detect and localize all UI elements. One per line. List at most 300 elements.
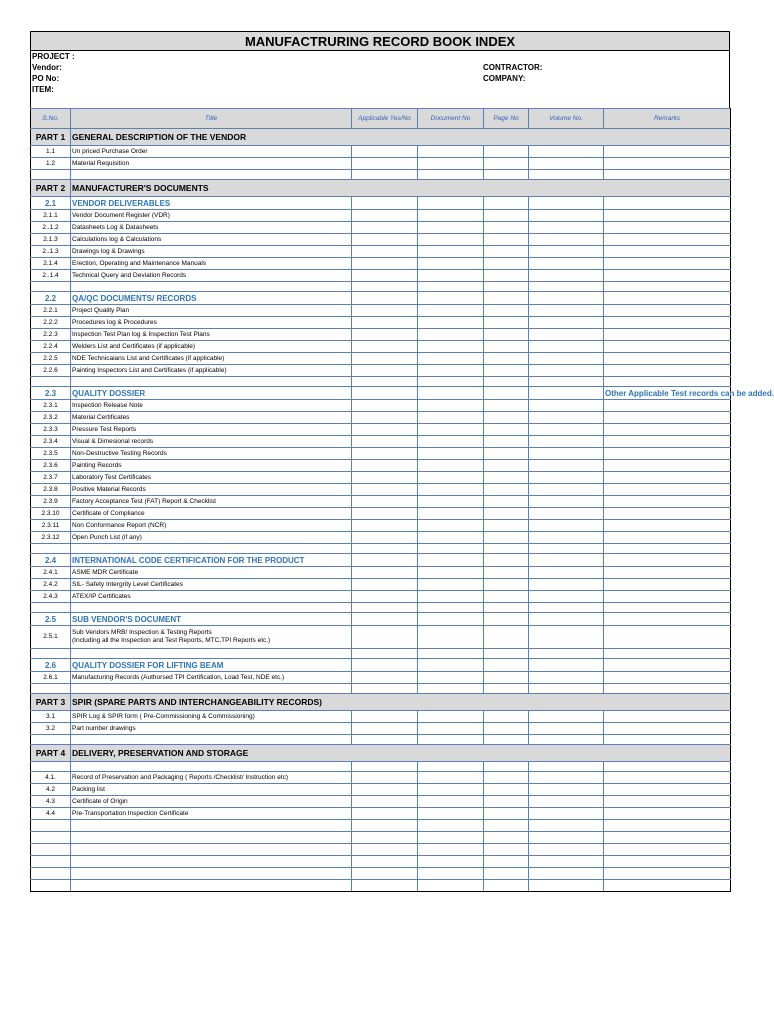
document-no-cell[interactable]: [418, 808, 484, 820]
volume-no-cell[interactable]: [529, 246, 604, 258]
volume-no-cell[interactable]: [529, 436, 604, 448]
section-row: [31, 387, 731, 400]
row-title: Erection, Operating and Maintenance Manuals: [71, 258, 352, 270]
applicable-cell[interactable]: [352, 448, 418, 460]
volume-no-cell[interactable]: [529, 234, 604, 246]
page-no-cell[interactable]: [484, 270, 529, 282]
applicable-cell[interactable]: [352, 436, 418, 448]
document-no-cell[interactable]: [418, 305, 484, 317]
row-sno: 3.1: [31, 711, 71, 723]
applicable-cell[interactable]: [352, 784, 418, 796]
document-no-cell[interactable]: [418, 626, 484, 649]
row-sno: 2.5.1: [31, 626, 71, 649]
table-header-row: [31, 109, 731, 129]
remarks-cell[interactable]: [604, 496, 731, 508]
page-no-cell[interactable]: [484, 520, 529, 532]
row-title: Packing list: [71, 784, 352, 796]
header-page-no: Page No: [484, 109, 529, 129]
remarks-cell[interactable]: [604, 258, 731, 270]
applicable-cell[interactable]: [352, 365, 418, 377]
empty-row: [31, 856, 731, 868]
applicable-cell[interactable]: [352, 772, 418, 784]
row-title: Datasheets Log & Datasheets: [71, 222, 352, 234]
blank-row: [31, 762, 731, 772]
table-row: [31, 222, 731, 234]
table-row: [31, 472, 731, 484]
remarks-cell[interactable]: [604, 808, 731, 820]
remarks-cell[interactable]: [604, 222, 731, 234]
document-no-cell[interactable]: [418, 784, 484, 796]
table-row: [31, 305, 731, 317]
remarks-cell[interactable]: [604, 796, 731, 808]
remarks-cell[interactable]: [604, 460, 731, 472]
volume-no-cell[interactable]: [529, 472, 604, 484]
document-no-cell[interactable]: [418, 591, 484, 603]
applicable-cell[interactable]: [352, 353, 418, 365]
table-row: [31, 246, 731, 258]
row-title: Manufacturing Records (Authorsed TPI Certification, Load Test, NDE etc.): [71, 672, 352, 684]
remarks-cell[interactable]: [604, 146, 731, 158]
applicable-cell[interactable]: [352, 532, 418, 544]
page-no-cell[interactable]: [484, 158, 529, 170]
section-sno: 2.5: [31, 613, 71, 626]
page-no-cell[interactable]: [484, 412, 529, 424]
remarks-cell[interactable]: [604, 484, 731, 496]
row-title: Non Conformance Report (NCR): [71, 520, 352, 532]
page-no-cell[interactable]: [484, 246, 529, 258]
page-no-cell[interactable]: [484, 146, 529, 158]
row-title: Un priced Purchase Order: [71, 146, 352, 158]
row-sno: 2.3.1: [31, 400, 71, 412]
row-sno: 2..1.3: [31, 246, 71, 258]
document-no-cell[interactable]: [418, 772, 484, 784]
remarks-cell[interactable]: [604, 305, 731, 317]
remarks-cell[interactable]: [604, 234, 731, 246]
page-no-cell[interactable]: [484, 436, 529, 448]
document-title: MANUFACTRURING RECORD BOOK INDEX: [30, 31, 730, 51]
row-title: Pre-Transportation Inspection Certificate: [71, 808, 352, 820]
volume-no-cell[interactable]: [529, 520, 604, 532]
document-no-cell[interactable]: [418, 723, 484, 735]
document-no-cell[interactable]: [418, 484, 484, 496]
part-title: MANUFACTURER'S DOCUMENTS: [71, 180, 731, 197]
record-book-sheet: [30, 31, 774, 892]
remarks-cell[interactable]: [604, 672, 731, 684]
info-block: [30, 51, 730, 108]
page-no-cell[interactable]: [484, 723, 529, 735]
volume-no-cell[interactable]: [529, 341, 604, 353]
section-sno: 2.6: [31, 659, 71, 672]
remarks-cell[interactable]: [604, 784, 731, 796]
document-no-cell[interactable]: [418, 270, 484, 282]
table-row: [31, 796, 731, 808]
volume-no-cell[interactable]: [529, 723, 604, 735]
document-no-cell[interactable]: [418, 532, 484, 544]
document-no-cell[interactable]: [418, 317, 484, 329]
remarks-cell[interactable]: [604, 436, 731, 448]
table-row: [31, 424, 731, 436]
blank-row: [31, 170, 731, 180]
document-no-cell[interactable]: [418, 246, 484, 258]
header-remarks: Remarks: [604, 109, 731, 129]
volume-no-cell[interactable]: [529, 158, 604, 170]
applicable-cell[interactable]: [352, 210, 418, 222]
document-no-cell[interactable]: [418, 258, 484, 270]
row-sno: 2.1.4: [31, 258, 71, 270]
volume-no-cell[interactable]: [529, 365, 604, 377]
page-no-cell[interactable]: [484, 341, 529, 353]
page-no-cell[interactable]: [484, 796, 529, 808]
remarks-cell[interactable]: [604, 520, 731, 532]
table-row: [31, 258, 731, 270]
applicable-cell[interactable]: [352, 626, 418, 649]
remarks-cell[interactable]: [604, 246, 731, 258]
row-sno: 2.1.1: [31, 210, 71, 222]
row-sno: 2.3.12: [31, 532, 71, 544]
applicable-cell[interactable]: [352, 460, 418, 472]
volume-no-cell[interactable]: [529, 258, 604, 270]
blank-row: [31, 544, 731, 554]
row-sno: 4.1.: [31, 772, 71, 784]
table-row: [31, 723, 731, 735]
section-sno: 2.1: [31, 197, 71, 210]
page-no-cell[interactable]: [484, 626, 529, 649]
table-row: [31, 353, 731, 365]
row-sno: 2.3.7: [31, 472, 71, 484]
applicable-cell[interactable]: [352, 270, 418, 282]
row-title: NDE Technicaians List and Certificates (if applicable): [71, 353, 352, 365]
volume-no-cell[interactable]: [529, 317, 604, 329]
document-no-cell[interactable]: [418, 400, 484, 412]
remarks-cell[interactable]: [604, 270, 731, 282]
applicable-cell[interactable]: [352, 723, 418, 735]
remarks-cell[interactable]: [604, 472, 731, 484]
applicable-cell[interactable]: [352, 508, 418, 520]
row-sno: 4.3: [31, 796, 71, 808]
row-sno: 4.2: [31, 784, 71, 796]
section-title: INTERNATIONAL CODE CERTIFICATION FOR THE PRODUCT: [71, 554, 352, 567]
section-title: QUALITY DOSSIER: [71, 387, 352, 400]
page-no-cell[interactable]: [484, 579, 529, 591]
row-sno: 2.3.6: [31, 460, 71, 472]
part-label: PART 1: [31, 129, 71, 146]
row-sno: 2.4.3: [31, 591, 71, 603]
volume-no-cell[interactable]: [529, 305, 604, 317]
document-no-cell[interactable]: [418, 496, 484, 508]
volume-no-cell[interactable]: [529, 460, 604, 472]
volume-no-cell[interactable]: [529, 448, 604, 460]
applicable-cell[interactable]: [352, 472, 418, 484]
row-title: Painting Inspectors List and Certificates (if applicable): [71, 365, 352, 377]
page-no-cell[interactable]: [484, 460, 529, 472]
applicable-cell[interactable]: [352, 424, 418, 436]
applicable-cell[interactable]: [352, 520, 418, 532]
page-no-cell[interactable]: [484, 222, 529, 234]
applicable-cell[interactable]: [352, 305, 418, 317]
header-sno: S.No.: [31, 109, 71, 129]
header-applicable: Applicable Yes/No: [352, 109, 418, 129]
page-no-cell[interactable]: [484, 472, 529, 484]
row-title: Open Punch List (if any): [71, 532, 352, 544]
applicable-cell[interactable]: [352, 808, 418, 820]
row-title: SPIR Log & SPIR form ( Pre-Commissioning & Commissioning): [71, 711, 352, 723]
item-label: ITEM:: [32, 85, 54, 94]
remark-note: Other Applicable Test records can be added.: [605, 388, 774, 398]
page-no-cell[interactable]: [484, 591, 529, 603]
page-no-cell[interactable]: [484, 772, 529, 784]
header-title: Title: [71, 109, 352, 129]
empty-row: [31, 820, 731, 832]
applicable-cell[interactable]: [352, 146, 418, 158]
applicable-cell[interactable]: [352, 412, 418, 424]
applicable-cell[interactable]: [352, 234, 418, 246]
document-no-cell[interactable]: [418, 520, 484, 532]
remarks-cell[interactable]: [604, 365, 731, 377]
blank-row: [31, 377, 731, 387]
page-no-cell[interactable]: [484, 711, 529, 723]
page-no-cell[interactable]: [484, 317, 529, 329]
remarks-cell[interactable]: [604, 772, 731, 784]
row-title: Drawings log & Drawings: [71, 246, 352, 258]
page-no-cell[interactable]: [484, 400, 529, 412]
row-title: Painting Records: [71, 460, 352, 472]
applicable-cell[interactable]: [352, 258, 418, 270]
table-row: [31, 146, 731, 158]
applicable-cell[interactable]: [352, 158, 418, 170]
remarks-cell[interactable]: [604, 448, 731, 460]
row-sno: 2..1.4: [31, 270, 71, 282]
page-no-cell[interactable]: [484, 305, 529, 317]
document-no-cell[interactable]: [418, 353, 484, 365]
section-row: [31, 659, 731, 672]
document-no-cell[interactable]: [418, 672, 484, 684]
document-no-cell[interactable]: [418, 222, 484, 234]
volume-no-cell[interactable]: [529, 532, 604, 544]
table-row: [31, 317, 731, 329]
section-sno: 2.4: [31, 554, 71, 567]
section-row: [31, 554, 731, 567]
volume-no-cell[interactable]: [529, 146, 604, 158]
table-row: [31, 591, 731, 603]
applicable-cell[interactable]: [352, 400, 418, 412]
volume-no-cell[interactable]: [529, 329, 604, 341]
row-sno: 2.3.8: [31, 484, 71, 496]
row-title: Visual & Dimesional records: [71, 436, 352, 448]
page-no-cell[interactable]: [484, 448, 529, 460]
page-no-cell[interactable]: [484, 329, 529, 341]
row-title: Laboratory Test Certificates: [71, 472, 352, 484]
row-title: Factory Acceptance Test (FAT) Report & Checklist: [71, 496, 352, 508]
remarks-cell[interactable]: [604, 711, 731, 723]
company-label: COMPANY:: [483, 74, 526, 83]
document-no-cell[interactable]: [418, 146, 484, 158]
row-title: Welders List and Certificates (if applicable): [71, 341, 352, 353]
page-no-cell[interactable]: [484, 508, 529, 520]
volume-no-cell[interactable]: [529, 808, 604, 820]
row-title: Vendor Document Register (VDR): [71, 210, 352, 222]
remarks-cell[interactable]: [604, 579, 731, 591]
row-sno: 2..1.2: [31, 222, 71, 234]
applicable-cell[interactable]: [352, 246, 418, 258]
row-title: Material Requisition: [71, 158, 352, 170]
document-no-cell[interactable]: [418, 460, 484, 472]
document-no-cell[interactable]: [418, 436, 484, 448]
remarks-cell[interactable]: [604, 567, 731, 579]
volume-no-cell[interactable]: [529, 711, 604, 723]
page-no-cell[interactable]: [484, 234, 529, 246]
vendor-label: Vendor:: [32, 63, 62, 72]
table-row: [31, 400, 731, 412]
page-no-cell[interactable]: [484, 424, 529, 436]
page-no-cell[interactable]: [484, 484, 529, 496]
volume-no-cell[interactable]: [529, 772, 604, 784]
remarks-cell[interactable]: [604, 591, 731, 603]
volume-no-cell[interactable]: [529, 567, 604, 579]
volume-no-cell[interactable]: [529, 591, 604, 603]
contractor-label: CONTRACTOR:: [483, 63, 543, 72]
applicable-cell[interactable]: [352, 496, 418, 508]
volume-no-cell[interactable]: [529, 222, 604, 234]
row-title: SIL- Safety Intergrity Level Certificates: [71, 579, 352, 591]
table-row: [31, 460, 731, 472]
remarks-cell[interactable]: [604, 400, 731, 412]
row-title: Part number drawings: [71, 723, 352, 735]
row-title: Record of Preservation and Packaging ( Reports /Checklist/ Instruction etc): [71, 772, 352, 784]
volume-no-cell[interactable]: [529, 579, 604, 591]
volume-no-cell[interactable]: [529, 672, 604, 684]
document-no-cell[interactable]: [418, 711, 484, 723]
applicable-cell[interactable]: [352, 222, 418, 234]
volume-no-cell[interactable]: [529, 626, 604, 649]
volume-no-cell[interactable]: [529, 400, 604, 412]
document-no-cell[interactable]: [418, 234, 484, 246]
volume-no-cell[interactable]: [529, 796, 604, 808]
row-sno: 2.2.6: [31, 365, 71, 377]
page-no-cell[interactable]: [484, 496, 529, 508]
applicable-cell[interactable]: [352, 579, 418, 591]
document-no-cell[interactable]: [418, 424, 484, 436]
volume-no-cell[interactable]: [529, 784, 604, 796]
empty-row: [31, 832, 731, 844]
table-row: [31, 436, 731, 448]
row-sno: 2.3.2: [31, 412, 71, 424]
page-no-cell[interactable]: [484, 210, 529, 222]
document-no-cell[interactable]: [418, 210, 484, 222]
table-row: [31, 158, 731, 170]
remarks-cell[interactable]: [604, 532, 731, 544]
table-row: [31, 520, 731, 532]
table-row: [31, 412, 731, 424]
row-sno: 2.1.3: [31, 234, 71, 246]
document-no-cell[interactable]: [418, 329, 484, 341]
applicable-cell[interactable]: [352, 711, 418, 723]
volume-no-cell[interactable]: [529, 424, 604, 436]
volume-no-cell[interactable]: [529, 270, 604, 282]
project-label: PROJECT :: [32, 52, 75, 61]
remarks-cell[interactable]: [604, 329, 731, 341]
remarks-cell[interactable]: [604, 723, 731, 735]
remarks-cell[interactable]: [604, 412, 731, 424]
document-no-cell[interactable]: [418, 341, 484, 353]
row-sno: 2.6.1: [31, 672, 71, 684]
row-title: ATEX/IP Certificates: [71, 591, 352, 603]
applicable-cell[interactable]: [352, 591, 418, 603]
part-row: [31, 694, 731, 711]
table-row: [31, 626, 731, 649]
document-no-cell[interactable]: [418, 158, 484, 170]
table-row: [31, 579, 731, 591]
row-title: Project Quality Plan: [71, 305, 352, 317]
applicable-cell[interactable]: [352, 341, 418, 353]
page-no-cell[interactable]: [484, 365, 529, 377]
table-row: [31, 532, 731, 544]
volume-no-cell[interactable]: [529, 353, 604, 365]
remarks-cell[interactable]: [604, 626, 731, 649]
document-no-cell[interactable]: [418, 567, 484, 579]
table-row: [31, 672, 731, 684]
row-title: Calculations log & Calculations: [71, 234, 352, 246]
page-no-cell[interactable]: [484, 532, 529, 544]
page-no-cell[interactable]: [484, 258, 529, 270]
page-no-cell[interactable]: [484, 808, 529, 820]
row-title: Non-Destructive Testing Records: [71, 448, 352, 460]
section-sno: 2.2: [31, 292, 71, 305]
document-no-cell[interactable]: [418, 796, 484, 808]
table-row: [31, 234, 731, 246]
volume-no-cell[interactable]: [529, 508, 604, 520]
remarks-cell[interactable]: [604, 210, 731, 222]
document-no-cell[interactable]: [418, 579, 484, 591]
volume-no-cell[interactable]: [529, 412, 604, 424]
remarks-cell[interactable]: [604, 353, 731, 365]
row-sno: 3.2: [31, 723, 71, 735]
volume-no-cell[interactable]: [529, 484, 604, 496]
table-row: [31, 508, 731, 520]
row-title: Certificate of Origin: [71, 796, 352, 808]
document-no-cell[interactable]: [418, 508, 484, 520]
page-no-cell[interactable]: [484, 672, 529, 684]
applicable-cell[interactable]: [352, 317, 418, 329]
remarks-cell[interactable]: [604, 158, 731, 170]
row-sno: 1.1: [31, 146, 71, 158]
volume-no-cell[interactable]: [529, 210, 604, 222]
section-row: [31, 292, 731, 305]
remarks-cell[interactable]: [604, 341, 731, 353]
applicable-cell[interactable]: [352, 796, 418, 808]
part-title: SPIR (SPARE PARTS AND INTERCHANGEABILITY RECORDS): [71, 694, 731, 711]
remarks-cell[interactable]: [604, 317, 731, 329]
row-title-line1: Sub Vendors MRB/ Inspection & Testing Reports: [72, 629, 212, 636]
header-document-no: Document No: [418, 109, 484, 129]
document-no-cell[interactable]: [418, 472, 484, 484]
remarks-cell[interactable]: [604, 424, 731, 436]
applicable-cell[interactable]: [352, 329, 418, 341]
table-row: [31, 448, 731, 460]
row-title: ASME MDR Certificate: [71, 567, 352, 579]
applicable-cell[interactable]: [352, 672, 418, 684]
volume-no-cell[interactable]: [529, 496, 604, 508]
applicable-cell[interactable]: [352, 567, 418, 579]
applicable-cell[interactable]: [352, 484, 418, 496]
page-no-cell[interactable]: [484, 567, 529, 579]
document-no-cell[interactable]: [418, 448, 484, 460]
page-no-cell[interactable]: [484, 353, 529, 365]
row-sno: 2.2.5: [31, 353, 71, 365]
document-no-cell[interactable]: [418, 412, 484, 424]
remarks-cell[interactable]: [604, 508, 731, 520]
document-no-cell[interactable]: [418, 365, 484, 377]
page-no-cell[interactable]: [484, 784, 529, 796]
